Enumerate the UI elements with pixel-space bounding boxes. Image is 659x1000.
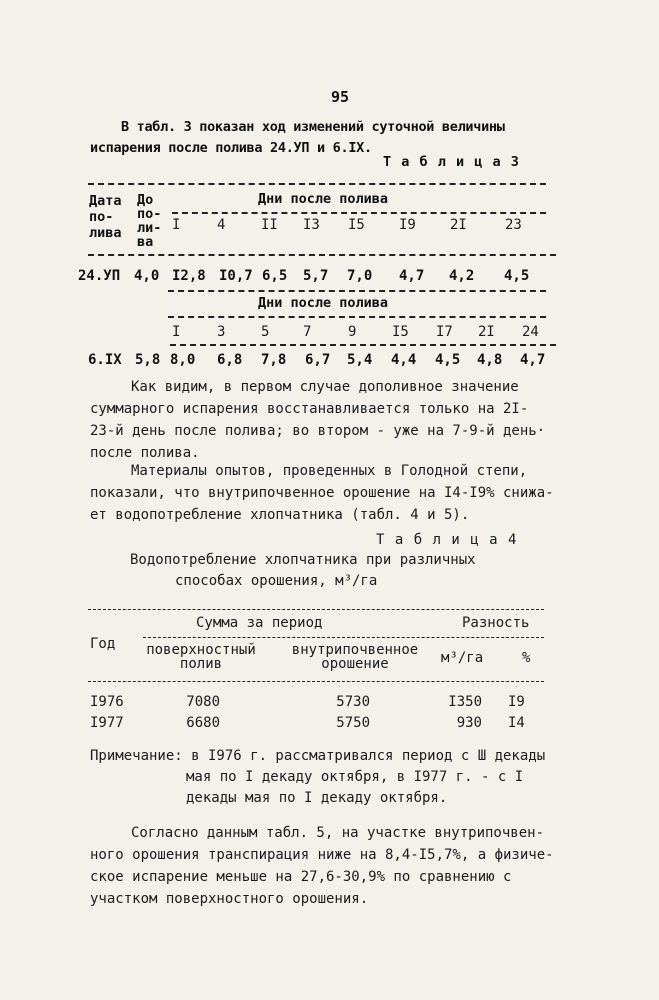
value-cell: 4,2 <box>449 268 475 284</box>
day-cell: I3 <box>303 217 320 233</box>
day-cell: I7 <box>436 324 453 340</box>
day-cell: 5 <box>261 324 270 340</box>
table-row <box>0 352 659 372</box>
day-cell: 3 <box>217 324 226 340</box>
col-sum-header: Сумма за период <box>196 615 323 631</box>
table-4-title: способах орошения, м³/га <box>175 573 378 589</box>
day-cell: 7 <box>303 324 312 340</box>
value-cell: 6,5 <box>262 268 288 284</box>
rule <box>172 212 546 214</box>
day-cell: 9 <box>348 324 357 340</box>
table-row <box>0 715 659 733</box>
surface-cell: 7080 <box>186 694 220 710</box>
day-cell: I9 <box>399 217 416 233</box>
rule <box>88 183 546 185</box>
day-cell: 24 <box>522 324 539 340</box>
rule <box>168 316 546 318</box>
value-cell: 4,5 <box>435 352 461 368</box>
days-row-2 <box>172 324 552 342</box>
col-m3-header: м³/га <box>441 650 484 666</box>
surface-cell: 6680 <box>186 715 220 731</box>
m3-cell: I350 <box>448 694 482 710</box>
value-cell: 4,7 <box>399 268 425 284</box>
day-cell: I5 <box>348 217 365 233</box>
day-cell: 4 <box>217 217 226 233</box>
row-date: 6.IX <box>88 352 122 368</box>
day-cell: I <box>172 217 181 233</box>
col-diff-header: Разность <box>462 615 530 631</box>
intro-line-2: испарения после полива 24.УП и 6.IX. <box>90 140 372 156</box>
day-cell: 2I <box>478 324 495 340</box>
col-before-header: До по- ли- ва <box>137 192 162 250</box>
value-cell: 7,0 <box>347 268 373 284</box>
footnote: Примечание: в I976 г. рассматривался период с Ш декады мая по I декаду октября, в I977 г. - с I декады мая по I декаду октября. <box>90 748 546 806</box>
table-3-caption: Т а б л и ц а 3 <box>383 154 520 170</box>
row-date: 24.УП <box>78 268 121 284</box>
col-date-header: Дата по- лива <box>89 193 122 241</box>
subsoil-cell: 5750 <box>336 715 370 731</box>
days-after-header-1: Дни после полива <box>258 191 389 207</box>
row-before: 5,8 <box>135 352 161 368</box>
rule <box>143 637 544 638</box>
day-cell: 23 <box>505 217 522 233</box>
year-cell: I976 <box>90 694 124 710</box>
m3-cell: 930 <box>456 715 482 731</box>
year-cell: I977 <box>90 715 124 731</box>
table-4-caption: Т а б л и ц а 4 <box>376 532 518 548</box>
day-cell: I5 <box>392 324 409 340</box>
days-after-header-2: Дни после полива <box>258 295 389 311</box>
value-cell: I0,7 <box>219 268 253 284</box>
day-cell: II <box>261 217 278 233</box>
pct-cell: I9 <box>508 694 525 710</box>
col-pct-header: % <box>522 650 531 666</box>
col-year-header: Год <box>90 636 116 652</box>
table-4-title: Водопотребление хлопчатника при различных <box>130 552 476 568</box>
value-cell: 7,8 <box>261 352 287 368</box>
value-cell: 4,5 <box>504 268 530 284</box>
rule <box>88 681 544 682</box>
value-cell: 6,8 <box>217 352 243 368</box>
value-cell: I2,8 <box>172 268 206 284</box>
rule <box>170 344 556 346</box>
day-cell: I <box>172 324 181 340</box>
intro-line-1: В табл. 3 показан ход изменений суточной величины <box>121 119 505 135</box>
paragraph-1: Как видим, в первом случае дополивное значение суммарного испарения восстанавливается только на 2I- 23-й день после полива; во втором - уже на 7-9-й день· после полива. <box>90 379 546 461</box>
col-subsoil-header: внутрипочвенное орошение <box>291 642 419 672</box>
rule <box>88 254 556 256</box>
value-cell: 6,7 <box>305 352 331 368</box>
page-number: 95 <box>331 88 350 106</box>
rule <box>168 290 546 292</box>
paragraph-2: Материалы опытов, проведенных в Голодной степи, показали, что внутрипочвенное орошение на I4-I9% снижа- ет водопотребление хлопчатника (табл. 4 и 5). <box>90 463 554 523</box>
subsoil-cell: 5730 <box>336 694 370 710</box>
value-cell: 4,4 <box>391 352 417 368</box>
value-cell: 5,7 <box>303 268 329 284</box>
col-surface-header: поверхностный полив <box>146 642 256 672</box>
table-row <box>0 694 659 712</box>
row-before: 4,0 <box>134 268 160 284</box>
days-row-1 <box>172 217 552 235</box>
value-cell: 8,0 <box>170 352 196 368</box>
value-cell: 5,4 <box>347 352 373 368</box>
value-cell: 4,7 <box>520 352 546 368</box>
day-cell: 2I <box>450 217 467 233</box>
table-row <box>0 268 659 288</box>
rule <box>88 609 544 610</box>
pct-cell: I4 <box>508 715 525 731</box>
paragraph-3: Согласно данным табл. 5, на участке внутрипочвен- ного орошения транспирация ниже на 8,4-I5,7%, а физиче- ское испарение меньше на 27,6-30,9% по сравнению с участком поверхностного орошения. <box>90 825 554 907</box>
value-cell: 4,8 <box>477 352 503 368</box>
